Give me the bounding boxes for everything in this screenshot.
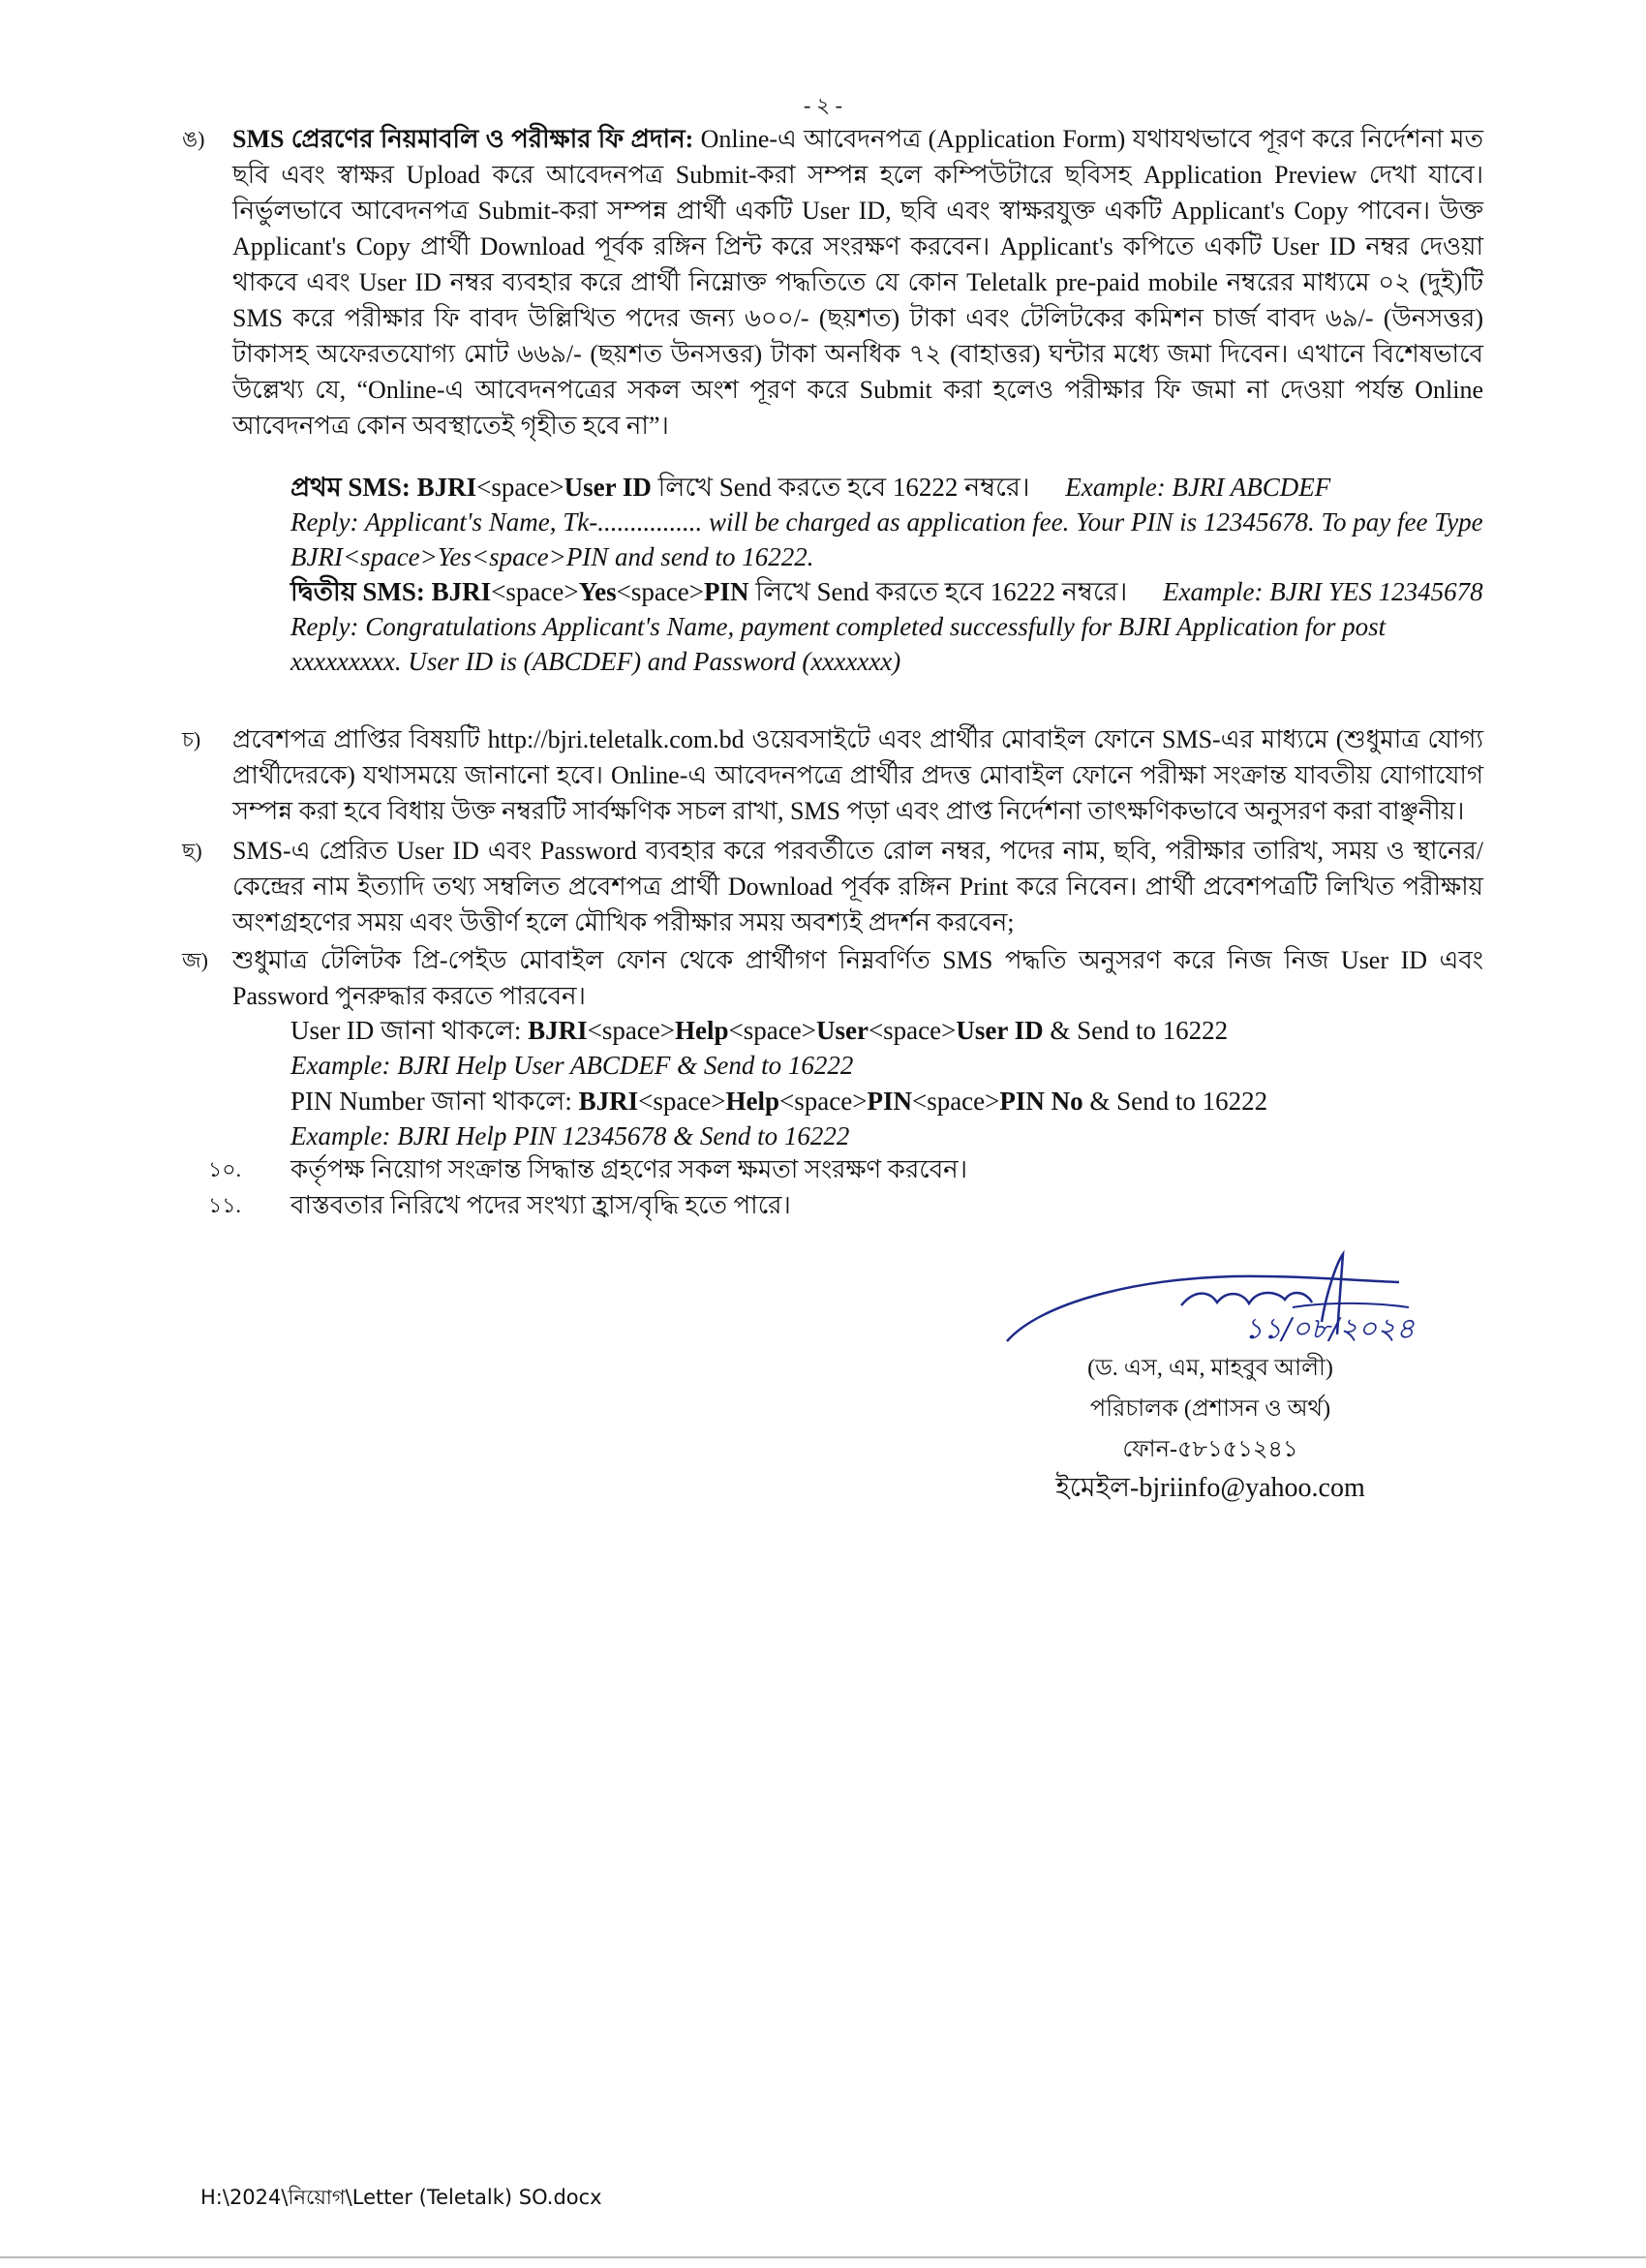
sms-second-line	[290, 574, 1483, 609]
signatory-title: পরিচালক (প্রশাসন ও অর্থ)	[1089, 1396, 1331, 1422]
item-marker: ১০.	[208, 1157, 242, 1181]
sms-second-cmd-yes: Yes	[578, 577, 617, 606]
signature-date: ১১/০৮/২০২৪	[1244, 1312, 1416, 1346]
signatory-email: ইমেইল-bjriinfo@yahoo.com	[1055, 1473, 1365, 1503]
sms-second-example: Example: BJRI YES 12345678	[1163, 577, 1483, 606]
sms-first-instruction: লিখে Send করতে হবে 16222 নম্বরে।	[651, 473, 1030, 502]
recovery-user-label: User ID জানা থাকলে:	[290, 1016, 529, 1045]
space-token: <space>	[587, 1016, 676, 1045]
sms-second-cmd: BJRI	[431, 577, 492, 606]
signatory-phone: ফোন-৫৮১৫১২৪১	[1122, 1437, 1298, 1462]
sms-first-cmd: BJRI	[416, 473, 477, 502]
space-token: <space>	[616, 577, 705, 606]
space-token: <space>	[779, 1087, 868, 1116]
item-text: কর্তৃপক্ষ নিয়োগ সংক্রান্ত সিদ্ধান্ত গ্রহণের সকল ক্ষমতা সংরক্ষণ করবেন।	[290, 1155, 967, 1183]
sms-first-example: Example: BJRI ABCDEF	[1065, 473, 1331, 502]
recovery-pin-example: Example: BJRI Help PIN 12345678 & Send to 16222	[290, 1121, 850, 1150]
sms-second-reply: Reply: Congratulations Applicant's Name, payment completed successfully for BJRI Application for post xxxxxxxxx. User ID is (ABCDEF) and Password (xxxxxxx)	[290, 612, 1387, 676]
recovery-user-example: Example: BJRI Help User ABCDEF & Send to 16222	[290, 1051, 854, 1080]
item-text: শুধুমাত্র টেলিটক প্রি-পেইড মোবাইল ফোন থেকে প্রার্থীগণ নিম্নবর্ণিত SMS পদ্ধতি অনুসরণ করে নিজ নিজ User ID এবং Password পুনরুদ্ধার করতে পারবেন।	[232, 946, 1483, 1010]
cmd-token: User ID	[956, 1016, 1044, 1045]
item-marker: ১১.	[208, 1193, 242, 1217]
sms-second-label: দ্বিতীয় SMS:	[290, 577, 425, 606]
item-admit-card-download	[182, 833, 1483, 940]
cmd-token: PIN	[867, 1087, 912, 1116]
cmd-token: Help	[675, 1016, 729, 1045]
space-token: <space>	[476, 473, 564, 502]
item-recovery	[182, 942, 1483, 1014]
space-token: <space>	[728, 1016, 816, 1045]
item-text: প্রবেশপত্র প্রাপ্তির বিষয়টি http://bjri.teletalk.com.bd ওয়েবসাইটে এবং প্রার্থীর মোবাইল ফোনে SMS-এর মাধ্যমে (শুধুমাত্র যোগ্য প্রার্থীদেরকে) যথাসময়ে জানানো হবে। Online-এ আবেদনপত্রে প্রার্থীর প্রদত্ত মোবাইল ফোনে পরীক্ষা সংক্রান্ত যাবতীয় যোগাযোগ সম্পন্ন করা হবে বিধায় উক্ত নম্বরটি সার্বক্ষণিক সচল রাখা, SMS পড়া এবং প্রাপ্ত নির্দেশনা তাৎক্ষণিকভাবে অনুসরণ করা বাঞ্ছনীয়।	[232, 725, 1483, 825]
cmd-token: BJRI	[578, 1087, 639, 1116]
item-text: বাস্তবতার নিরিখে পদের সংখ্যা হ্রাস/বৃদ্ধি হতে পারে।	[290, 1191, 791, 1219]
sms-first-block	[290, 470, 1483, 574]
file-path-footer: H:\2024\নিয়োগ\Letter (Teletalk) SO.docx	[200, 2186, 602, 2209]
recovery-pin-label: PIN Number জানা থাকলে:	[290, 1087, 579, 1116]
recovery-user-line	[290, 1013, 1483, 1048]
item-admit-card-notice	[182, 721, 1483, 829]
item-post-count	[208, 1187, 1483, 1223]
page-edge-line	[0, 2256, 1646, 2258]
item-body: Online-এ আবেদনপত্র (Application Form) যথাযথভাবে পূরণ করে নির্দেশনা মত ছবি এবং স্বাক্ষর Upload করে আবেদনপত্র Submit-করা সম্পন্ন হলে কম্পিউটারে ছবিসহ Application Preview দেখা যাবে। নির্ভুলভাবে আবেদনপত্র Submit-করা সম্পন্ন প্রার্থী একটি User ID, ছবি এবং স্বাক্ষরযুক্ত একটি Applicant's Copy পাবেন। উক্ত Applicant's Copy প্রার্থী Download পূর্বক রঙ্গিন প্রিন্ট করে সংরক্ষণ করবেন। Applicant's কপিতে একটি User ID নম্বর দেওয়া থাকবে এবং User ID নম্বর ব্যবহার করে প্রার্থী নিম্নোক্ত পদ্ধতিতে যে কোন Teletalk pre-paid mobile নম্বরের মাধ্যমে ০২ (দুই)টি SMS করে পরীক্ষার ফি বাবদ উল্লিখিত পদের জন্য ৬০০/- (ছয়শত) টাকা এবং টেলিটকের কমিশন চার্জ বাবদ ৬৯/- (উনসত্তর) টাকাসহ অফেরতযোগ্য মোট ৬৬৯/- (ছয়শত উনসত্তর) টাকা অনধিক ৭২ (বাহাত্তর) ঘন্টার মধ্যে জমা দিবেন। এখানে বিশেষভাবে উল্লেখ্য যে, “Online-এ আবেদনপত্রের সকল অংশ পূরণ করে Submit করা হলেও পরীক্ষার ফি জমা না দেওয়া পর্যন্ত Online আবেদনপত্র কোন অবস্থাতেই গৃহীত হবে না”।	[232, 125, 1483, 440]
space-token: <space>	[868, 1016, 957, 1045]
space-token: <space>	[491, 577, 579, 606]
cmd-token: BJRI	[528, 1016, 588, 1045]
sms-second-cmd-pin: PIN	[704, 577, 749, 606]
item-marker: ছ)	[182, 839, 202, 863]
signatory-name: (ড. এস, এম, মাহবুব আলী)	[1087, 1356, 1333, 1381]
space-token: <space>	[911, 1087, 1000, 1116]
page-number: - ২ -	[804, 93, 842, 117]
recovery-pin-line	[290, 1084, 1483, 1119]
recovery-user-tail: & Send to 16222	[1043, 1016, 1229, 1045]
cmd-token: User	[815, 1016, 869, 1045]
space-token: <space>	[638, 1087, 726, 1116]
recovery-pin-tail: & Send to 16222	[1082, 1087, 1268, 1116]
sms-second-block	[290, 574, 1483, 679]
item-marker: চ)	[182, 727, 201, 751]
item-text: SMS-এ প্রেরিত User ID এবং Password ব্যবহার করে পরবর্তীতে রোল নম্বর, পদের নাম, ছবি, পরীক্ষার তারিখ, সময় ও স্থানের/কেন্দ্রের নাম ইত্যাদি তথ্য সম্বলিত প্রবেশপত্র প্রার্থী Download পূর্বক রঙ্গিন Print করে নিবেন। প্রার্থী প্রবেশপত্রটি লিখিত পরীক্ষায় অংশগ্রহণের সময় এবং উত্তীর্ণ হলে মৌখিক পরীক্ষার সময় অবশ্যই প্রদর্শন করবেন;	[232, 837, 1483, 936]
sms-first-label: প্রথম SMS:	[290, 473, 411, 502]
recovery-user-block	[290, 1013, 1483, 1083]
item-authority	[208, 1151, 1483, 1187]
cmd-token: Help	[725, 1087, 780, 1116]
recovery-pin-block	[290, 1084, 1483, 1153]
sms-first-reply: Reply: Applicant's Name, Tk-................ will be charged as application fee. Your PIN is 12345678. To pay fee Type BJRI<space>Yes<space>PIN and send to 16222.	[290, 507, 1483, 571]
item-heading: SMS প্রেরণের নিয়মাবলি ও পরীক্ষার ফি প্রদান:	[232, 125, 694, 153]
sms-first-line	[290, 470, 1483, 505]
sms-first-cmd-userid: User ID	[564, 473, 652, 502]
item-marker: ঙ)	[182, 127, 205, 151]
item-marker: জ)	[182, 948, 209, 972]
sms-second-instruction: লিখে Send করতে হবে 16222 নম্বরে।	[748, 577, 1128, 606]
item-sms-rules	[182, 121, 1483, 444]
cmd-token: PIN No	[999, 1087, 1083, 1116]
